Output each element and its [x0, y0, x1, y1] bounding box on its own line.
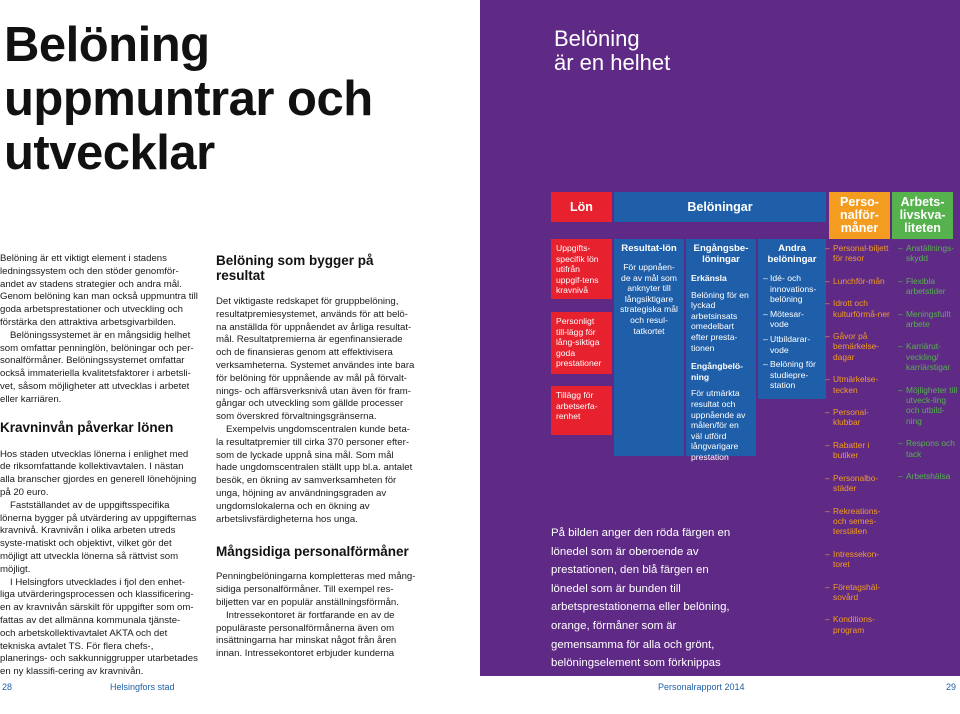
list-item: – Flexibla arbetstider: [898, 276, 958, 297]
list-item: – Belöning för studiepre-station: [763, 359, 821, 391]
list-item: – Personal-biljett för resor: [825, 243, 891, 264]
page-number-right: 29: [946, 682, 957, 692]
engangsbeloningar-box: [686, 239, 756, 462]
header-beloningar: Belöningar: [614, 192, 826, 222]
list-item: – Intressekon-toret: [825, 549, 891, 570]
figure-caption: På bilden anger den röda färgen en lönedel som är oberoende av prestationen, den blå färgen en lönedel som är bunden till arbetsprestationerna eller belöning, orange, förmåner som är gemensamma för alla och grönt, belöningselement som förknippas med arbetslivskvaliteten.: [551, 527, 731, 688]
paragraph: Fastställandet av de uppgiftsspecifika lönerna bygger på utvärdering av uppgifternas kravnivå. Kravnivån i olika arbeten utreds syste-matiskt och objektivt, vilket gör det möjligt att utveckla lönerna så rättvist som möjligt.: [0, 499, 197, 575]
box-text: För uppnåen-de av mål som anknyter till långsiktigare strategiska mål och resul-tatkortet: [620, 262, 678, 336]
resultatlon-box: [614, 239, 684, 456]
list-item: – Konditions-program: [825, 614, 891, 635]
list-item: – Gåvor på bemärkelse-dagar: [825, 331, 891, 362]
box-subtitle: Engångbelö-ning: [691, 361, 744, 382]
paragraph: Belöningssystemet är en mångsidig helhet som omfattar penninglön, belöningar och per-sonalförmåner. Belöningssystemet omfattar också immateriella kvalitetsfaktorer i arbetsli-vet, såsom möjligheter att utvecklas i arbetet eller karriären.: [0, 329, 194, 405]
paragraph: Intressekontoret är fortfarande en av de populäraste personalförmånerna även om insättningarna har minskat något från åren innan. Intressekontoret erbjuder kunderna: [216, 609, 397, 660]
list-item: – Rekreations-och semes-terställen: [825, 506, 891, 537]
list-item: – Idé- och innovations-belöning: [763, 273, 821, 305]
list-item: – Möjligheter till utveck-ling och utbild-ning: [898, 385, 958, 427]
andra-beloningar-box: [758, 239, 826, 399]
list-item: – Karriärut-veckling/ karriärstigar: [898, 341, 958, 372]
paragraph: Exempelvis ungdomscentralen kunde beta-la resultatpremier till cirka 370 personer efter-som de lyckade uppnå sina mål. Som mål hade ungdomscentralen ställt upp bl.a. antalet besök, en ökning av samverksamheten för unga, höjning av användningsgraden av ungdomslokalerna och en ökning av arbetslivsfärdigheterna hos unga.: [216, 423, 413, 525]
lon-box: Uppgifts-specifik lön utifrån uppgif-tens kravnivå: [551, 239, 612, 299]
panel-title-line: Belöning: [554, 26, 640, 51]
list-item: – Mötesar-vode: [763, 309, 821, 330]
paragraph: Penningbelöningarna kompletteras med mång-sidiga personalförmåner. Till exempel res-biljetten var en populär anställningsförmån.: [216, 571, 416, 608]
paragraph: Det viktigaste redskapet för gruppbelöning, resultatpremiesystemet, används för att belö-na anställda för uppnåendet av årliga resultat-mål. Resultatpremierna är egenfinansierade och de finansieras genom att effektivisera verksamheterna. Systemet användes inte bara för belöning för uppnående av mål på förvalt-nings- och affärsverksnivå utan även för fram-gångar och utveckling som gällde processer som överskred förvaltningsgränserna.: [216, 296, 415, 423]
list-item: – Anställnings-skydd: [898, 243, 958, 264]
andra-list: [763, 273, 821, 391]
section-heading: Mångsidiga personalförmåner: [216, 544, 409, 560]
lon-box: Personligt till-lägg för lång-siktiga goda prestationer: [551, 312, 612, 374]
paragraph: I Helsingfors utvecklades i fjol den enhet-liga utvärderingsprocessen och klassificering-en av kravnivån särskilt för uppgifter som om-fattas av det allmänna kommunala tjänste- och arbetskollektivavtalet AKTA och det tekniska avtalet TS. För flera chefs-, planerings- och sakkunniggrupper utarbetades en ny klassifi-cering av kravnivån.: [0, 576, 198, 678]
header-arbetslivskvalitet: Arbets-livskva-liteten: [892, 192, 953, 239]
list-item: – Meningsfullt arbete: [898, 309, 958, 330]
page-title: Belöning uppmuntrar och utvecklar: [4, 18, 373, 180]
footer-brand: Helsingfors stad: [110, 682, 175, 692]
paragraph: Hos staden utvecklas lönerna i enlighet med de riksomfattande kollektivavtalen. I nästan alla branscher gjordes en generell lönehöjning på 20 euro.: [0, 448, 197, 498]
list-item: – Företagshäl-sovård: [825, 582, 891, 603]
header-personalformaner: Perso-nalför-måner: [829, 192, 890, 239]
list-item: – Idrott och kulturförmå-ner: [825, 298, 891, 319]
footer-report: Personalrapport 2014: [658, 682, 745, 692]
panel-title: [554, 27, 670, 75]
personalformaner-list: [825, 243, 891, 647]
page-number-left: 28: [2, 682, 13, 692]
text-column-1: [0, 253, 198, 679]
list-item: – Personalbo-städer: [825, 473, 891, 494]
box-title: Engångsbe-löningar: [693, 243, 749, 265]
lon-box: Tillägg för arbetserfa-renhet: [551, 386, 612, 435]
box-title: Andra belöningar: [767, 243, 817, 265]
list-item: – Utmärkelse-tecken: [825, 374, 891, 395]
box-text: Belöning för en lyckad arbetsinsats omedelbart efter presta-tionen: [691, 289, 749, 353]
list-item: – Arbetshälsa: [898, 471, 958, 481]
list-item: – Lunchför-mån: [825, 276, 891, 286]
section-heading: Kravninvån påverkar lönen: [0, 419, 174, 435]
paragraph: Belöning är ett viktigt element i stadens ledningssystem och den stöder genomför-andet av stadens strategier och andra mål. Genom belöning kan man också uppmuntra till goda arbetsprestationer och utveckling och förstärka den attraktiva arbetsgivarbilden.: [0, 253, 198, 328]
arbetslivskvalitet-list: [898, 243, 958, 494]
text-column-2: [216, 253, 416, 661]
box-title: Resultat-lön: [621, 243, 677, 254]
panel-title-line: är en helhet: [554, 50, 671, 75]
list-item: – Utbildarar-vode: [763, 334, 821, 355]
box-text: För utmärkta resultat och uppnående av målen/för en väl utförd långvarigare prestation: [691, 388, 746, 462]
list-item: – Personal-klubbar: [825, 407, 891, 428]
header-lon: Lön: [551, 192, 612, 222]
box-subtitle: Erkänsla: [691, 273, 727, 283]
list-item: – Respons och tack: [898, 438, 958, 459]
list-item: – Rabatter i butiker: [825, 440, 891, 461]
section-heading: Belöning som bygger på resultat: [216, 253, 374, 283]
